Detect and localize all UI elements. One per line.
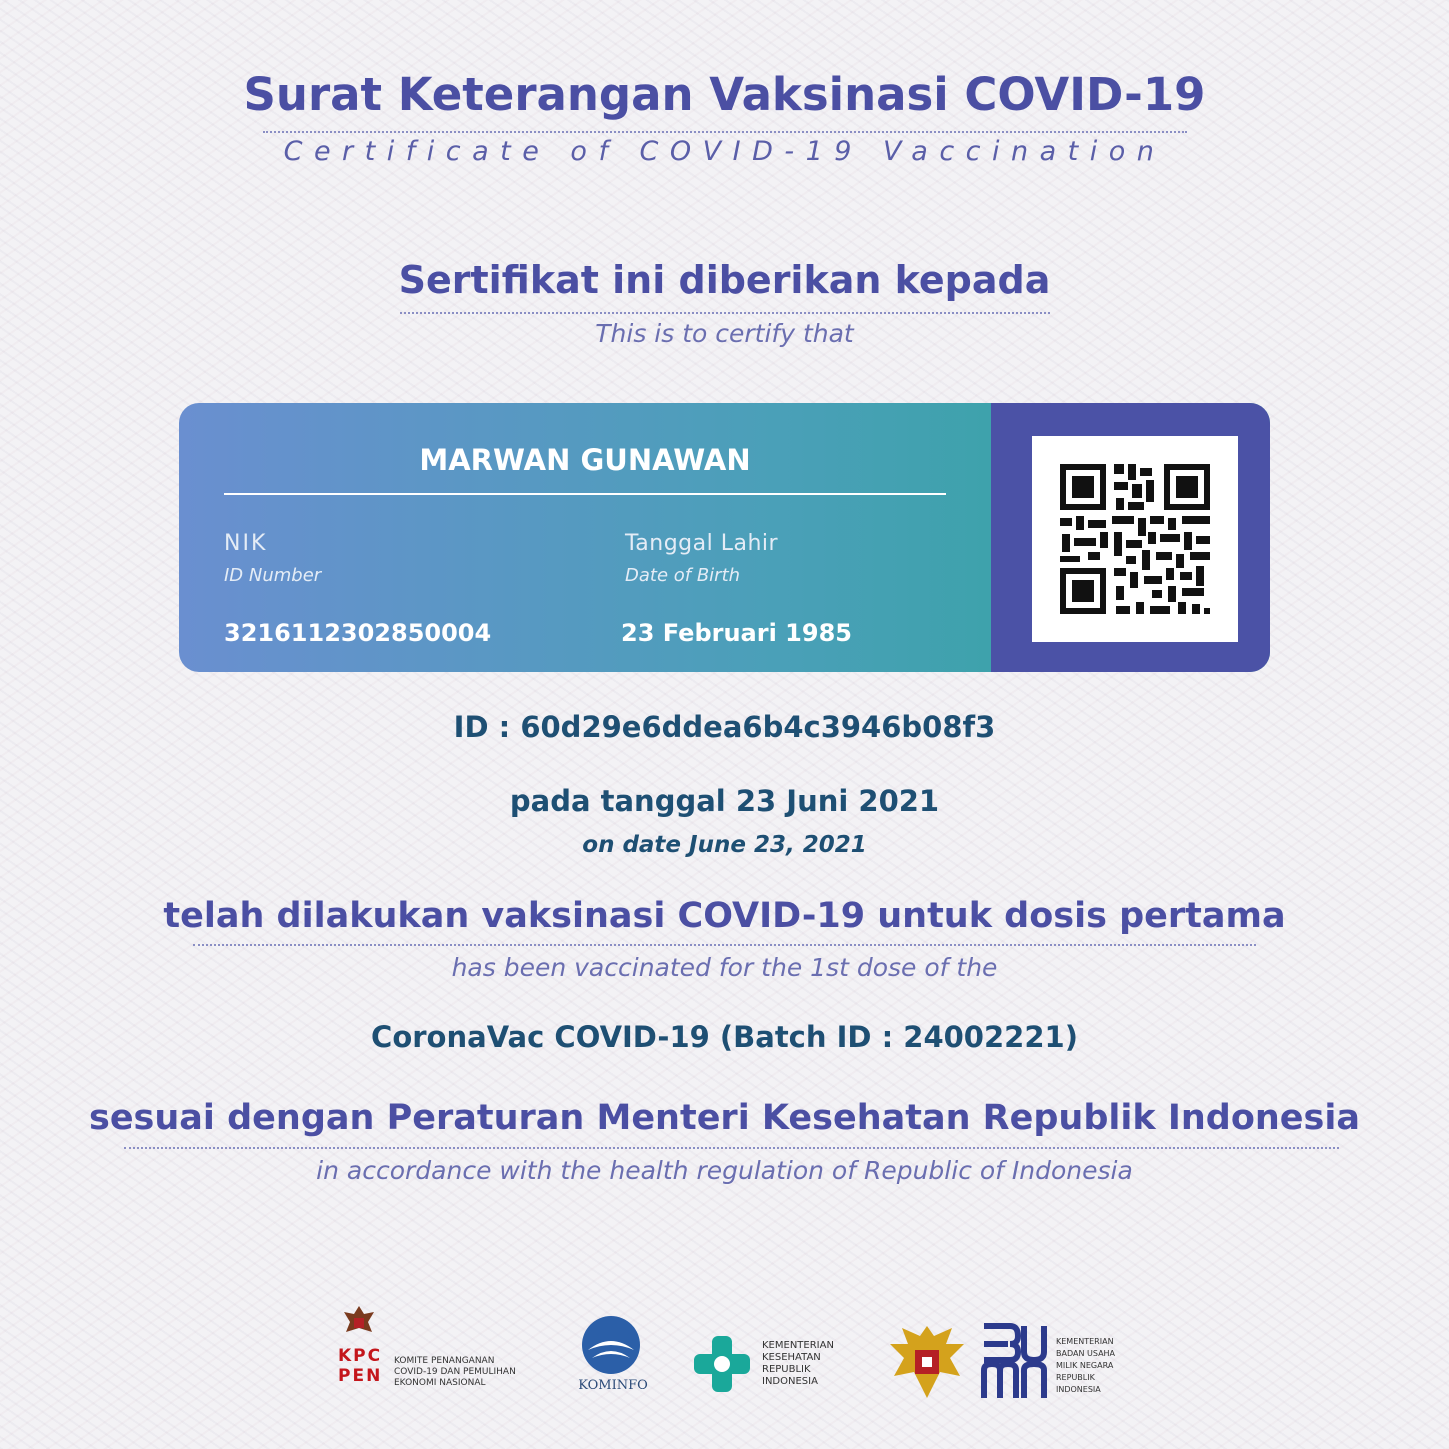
intro-heading: Sertifikat ini diberikan kepada bbox=[398, 258, 1051, 302]
garuda-small-icon bbox=[342, 1304, 376, 1340]
title-divider bbox=[263, 131, 1187, 133]
kominfo-text: KOMINFO bbox=[578, 1378, 648, 1393]
kemenkes-text-2: KESEHATAN bbox=[762, 1352, 821, 1363]
intro-divider bbox=[400, 312, 1050, 314]
name-divider bbox=[224, 493, 946, 495]
qr-panel bbox=[991, 403, 1270, 672]
kemenkes-text-1: KEMENTERIAN bbox=[762, 1340, 834, 1351]
garuda-pancasila-logo bbox=[886, 1322, 968, 1404]
holder-card bbox=[179, 403, 1270, 672]
bumn-emblem-icon bbox=[980, 1322, 1050, 1400]
vaccination-date-english: on date June 23, 2021 bbox=[582, 832, 867, 858]
kominfo-logo bbox=[568, 1314, 658, 1404]
footer-logos bbox=[0, 1300, 1449, 1410]
kemenkes-text-3: REPUBLIK bbox=[762, 1364, 811, 1375]
nik-sublabel: ID Number bbox=[224, 565, 322, 586]
vaccination-date: pada tanggal 23 Juni 2021 bbox=[509, 784, 940, 818]
kominfo-emblem-icon bbox=[576, 1314, 646, 1376]
qr-code[interactable] bbox=[1032, 436, 1238, 642]
garuda-icon bbox=[886, 1322, 968, 1404]
kemenkes-logo bbox=[690, 1328, 850, 1408]
bumn-text-3: MILIK NEGARA bbox=[1056, 1361, 1114, 1370]
kemenkes-text-4: INDONESIA bbox=[762, 1376, 818, 1387]
dob-label: Tanggal Lahir bbox=[625, 531, 779, 556]
vaccine-name: CoronaVac COVID-19 (Batch ID : 24002221) bbox=[371, 1020, 1078, 1054]
dose-heading: telah dilakukan vaksinasi COVID-19 untuk dosis pertama bbox=[163, 896, 1286, 936]
dose-divider bbox=[193, 944, 1256, 946]
regulation-english: in accordance with the health regulation of Republic of Indonesia bbox=[316, 1156, 1133, 1185]
dob-value: 23 Februari 1985 bbox=[621, 619, 852, 647]
dob-sublabel: Date of Birth bbox=[625, 565, 741, 586]
bumn-text-5: INDONESIA bbox=[1056, 1385, 1101, 1394]
qr-code-icon bbox=[1032, 436, 1238, 642]
intro-english: This is to certify that bbox=[595, 319, 854, 348]
regulation-heading: sesuai dengan Peraturan Menteri Kesehatan Republik Indonesia bbox=[88, 1098, 1360, 1138]
kpcpen-logo bbox=[338, 1300, 538, 1410]
bumn-logo bbox=[980, 1322, 1130, 1406]
kpcpen-mark-bottom: PEN bbox=[338, 1366, 383, 1386]
certificate-subtitle: Certificate of COVID-19 Vaccination bbox=[283, 136, 1166, 167]
bumn-text-2: BADAN USAHA bbox=[1056, 1349, 1116, 1358]
bumn-text-4: REPUBLIK bbox=[1056, 1373, 1095, 1382]
dose-english: has been vaccinated for the 1st dose of the bbox=[451, 953, 998, 982]
certificate-id: ID : 60d29e6ddea6b4c3946b08f3 bbox=[453, 710, 996, 744]
holder-name: MARWAN GUNAWAN bbox=[419, 443, 751, 477]
kemenkes-emblem-icon bbox=[690, 1332, 754, 1396]
regulation-divider bbox=[124, 1147, 1339, 1149]
bumn-text-1: KEMENTERIAN bbox=[1056, 1337, 1114, 1346]
kpcpen-text-1: KOMITE PENANGANAN bbox=[394, 1356, 495, 1366]
certificate-title: Surat Keterangan Vaksinasi COVID-19 bbox=[243, 68, 1206, 121]
kpcpen-text-3: EKONOMI NASIONAL bbox=[394, 1378, 486, 1388]
kpcpen-mark-top: KPC bbox=[338, 1346, 383, 1366]
nik-value: 3216112302850004 bbox=[224, 619, 492, 647]
kpcpen-text-2: COVID-19 DAN PEMULIHAN bbox=[394, 1367, 516, 1377]
nik-label: NIK bbox=[224, 531, 268, 556]
